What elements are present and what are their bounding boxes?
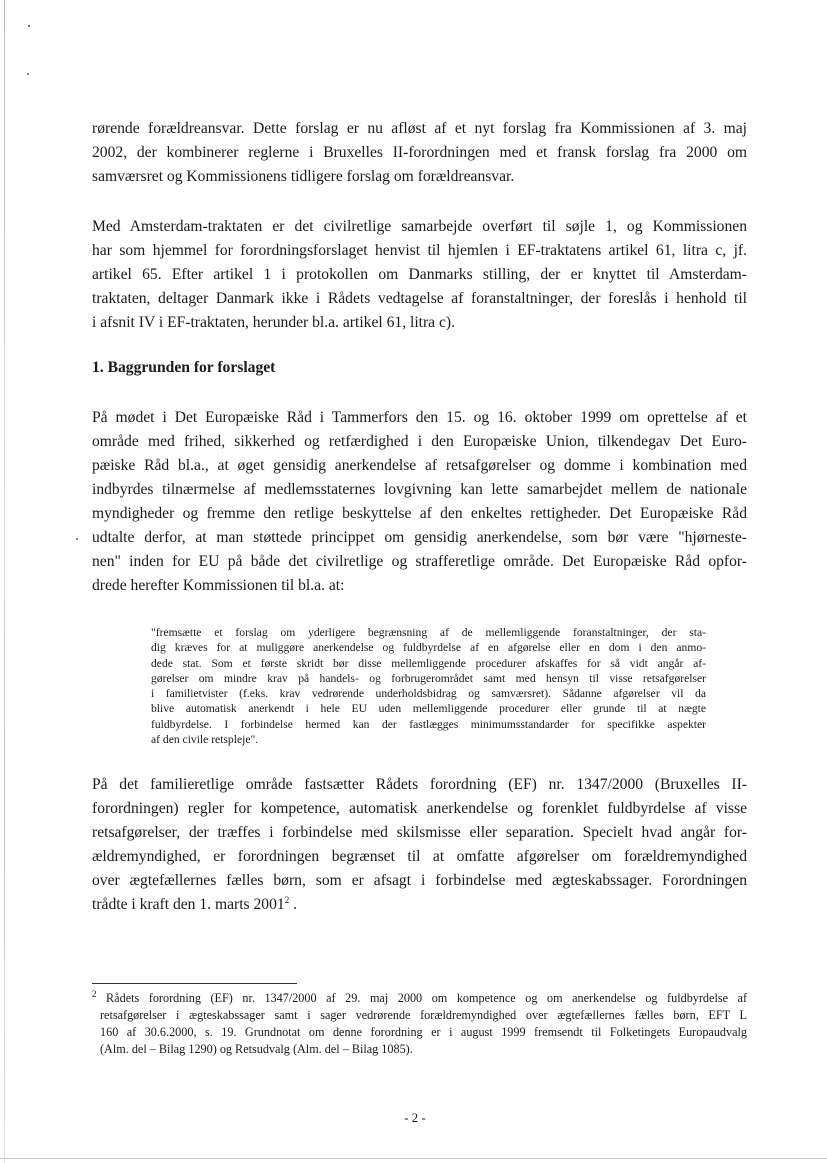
text-line: retsafgørelser, der træffes i forbindelse med skilsmisse eller separation. Specielt hvad angår for-	[92, 824, 747, 841]
quote-line: gørelser om mindre krav på handels- og forbrugerområdet samt med hensyn til visse retsafgørelser	[151, 671, 706, 685]
footnote-line: retsafgørelser i ægteskabssager samt i sager vedrørende forældremyndighed over ægtefællernes fælles børn, EFT L	[100, 1008, 747, 1022]
footnote-reference[interactable]: 2	[284, 894, 290, 905]
quote-line: "fremsætte et forslag om yderligere begrænsning af de mellemliggende foranstaltninger, der sta-	[151, 626, 706, 639]
footnote-divider	[92, 983, 297, 984]
footnote-marker: 2	[92, 988, 97, 999]
quote-line: blive automatisk anerkendt i hele EU uden mellemliggende procedurer eller grunde til at nægte	[151, 702, 706, 716]
text-line: myndigheder og fremme den retlige beskyttelse af den enkeltes rettigheder. Det Europæiske Råd	[92, 505, 747, 522]
text-line: artikel 65. Efter artikel 1 i protokollen om Danmarks stilling, der er knyttet til Amsterdam-	[92, 266, 747, 283]
quote-line: dede stat. Som et første skridt bør disse mellemliggende procedurer afskaffes for så vidt angår af-	[151, 656, 706, 670]
text-line: pæiske Råd bl.a., at øget gensidig anerkendelse af retsafgørelser og domme i kombination med	[92, 457, 747, 474]
scan-bottom-edge	[0, 1158, 827, 1159]
block-quote	[151, 625, 706, 747]
quote-line: fuldbyrdelse. I forbindelse hermed kan der fastlægges minimumsstandarder for specifikke aspekter	[151, 717, 706, 731]
text-line: På mødet i Det Europæiske Råd i Tammerfors den 15. og 16. oktober 1999 om oprettelse af et	[92, 409, 747, 426]
text-line: indbyrdes tilnærmelse af medlemsstaternes lovgivning kan lette samarbejdet mellem de nationale	[92, 481, 747, 498]
text-line: udtalte derfor, at man støttede princippet om gensidig anerkendelse, som bør være "hjørneste-	[92, 529, 747, 546]
text-line: over ægtefællernes fælles børn, som er afsagt i forbindelse med ægteskabssager. Forordningen	[92, 872, 747, 889]
scan-speck	[28, 25, 30, 27]
footnote-line: (Alm. del – Bilag 1290) og Retsudvalg (Alm. del – Bilag 1085).	[100, 1042, 413, 1056]
text-line: drede herefter Kommissionen til bl.a. at:	[92, 577, 345, 594]
text-line: nen" inden for EU på både det civilretlige og strafferetlige område. Det Europæiske Råd opfor-	[92, 553, 747, 570]
section-heading: 1. Baggrunden for forslaget	[92, 359, 276, 376]
text-line: Med Amsterdam-traktaten er det civilretlige samarbejde overført til søjle 1, og Kommissionen	[92, 218, 747, 235]
text-line: har som hjemmel for forordningsforslaget henvist til hjemlen i EF-traktatens artikel 61, litra c, jf.	[92, 242, 747, 259]
text-fragment: .	[289, 896, 297, 913]
footnote-line	[92, 990, 747, 1007]
footnote	[92, 990, 747, 1058]
paragraph-1	[92, 117, 747, 189]
text-fragment: trådte i kraft den 1. marts 2001	[92, 896, 285, 913]
text-line	[92, 893, 747, 917]
page-number: - 2 -	[404, 1110, 426, 1125]
text-line: samværsret og Kommissionens tidligere forslag om forældreansvar.	[92, 168, 515, 185]
text-line: 2002, der kombinerer reglerne i Bruxelles II-forordningen med et fransk forslag fra 2000 om	[92, 144, 747, 161]
text-line: På det familieretlige område fastsætter Rådets forordning (EF) nr. 1347/2000 (Bruxelles II-	[92, 776, 747, 793]
text-fragment: Rådets forordning (EF) nr. 1347/2000 af 29. maj 2000 om kompetence og om anerkendelse og fuldbyrdelse af	[96, 991, 747, 1005]
text-line: traktaten, deltager Danmark ikke i Rådets vedtagelse af foranstaltninger, der foreslås i henhold til	[92, 290, 747, 307]
paragraph-2	[92, 215, 747, 335]
scan-left-edge	[4, 0, 5, 1163]
paragraph-4	[92, 773, 747, 917]
text-line: område med frihed, sikkerhed og retfærdighed i den Europæiske Union, tilkendegav Det Euro-	[92, 433, 747, 450]
text-line: forordningen) regler for kompetence, automatisk anerkendelse og forenklet fuldbyrdelse af visse	[92, 800, 747, 817]
text-line: i afsnit IV i EF-traktaten, herunder bl.a. artikel 61, litra c).	[92, 314, 456, 331]
paragraph-3	[92, 406, 747, 598]
quote-line: dig kræves for at muliggøre anerkendelse og fuldbyrdelse af en afgørelse eller en dom i den anmo-	[151, 641, 706, 655]
text-line: ældremyndighed, er forordningen begrænset til at omfatte afgørelser om forældremyndighed	[92, 848, 747, 865]
text-line: rørende forældreansvar. Dette forslag er nu afløst af et nyt forslag fra Kommissionen af 3. maj	[92, 120, 747, 137]
scan-speck	[76, 538, 78, 540]
footnote-line: 160 af 30.6.2000, s. 19. Grundnotat om denne forordning er i august 1999 fremsendt til Folketingets Europaudvalg	[100, 1025, 747, 1039]
quote-line: af den civile retspleje".	[151, 733, 259, 747]
quote-line: i familietvister (f.eks. krav vedrørende underholdsbidrag og samværsret). Sådanne afgørelser vil da	[151, 687, 706, 701]
scan-speck	[27, 73, 29, 75]
